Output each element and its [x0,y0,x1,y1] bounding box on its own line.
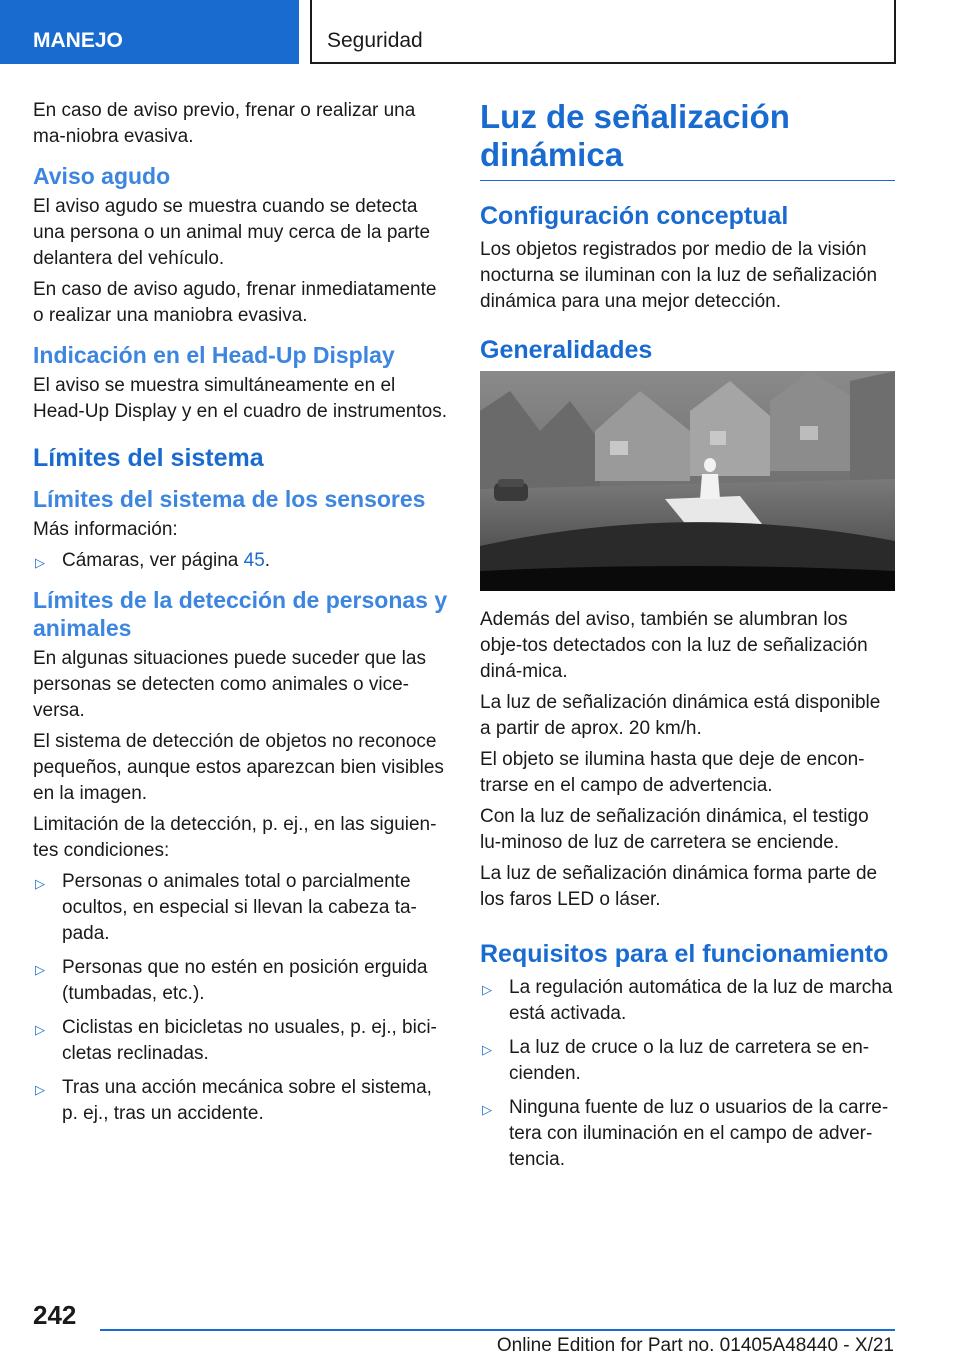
footer-edition: Online Edition for Part no. 01405A48440 - X/21 [496,1335,894,1356]
detection-paragraph-1: En algunas situaciones puede suceder que las personas se detecten como animales o vice-versa. [33,648,426,721]
page-reference-link[interactable]: 45 [243,550,265,571]
heading-sensor-limits: Límites del sistema de los sensores [33,486,426,512]
requirement-text: La luz de cruce o la luz de carretera se en-cienden. [509,1037,870,1084]
footer-divider [100,1329,895,1331]
list-item [480,1035,895,1087]
triangle-right-icon: ▷ [482,1042,492,1057]
concept-paragraph: Los objetos registrados por medio de la visión nocturna se iluminan con la luz de señalización dinámica para una mejor detección. [480,239,878,312]
hud-paragraph: El aviso se muestra simultáneamente en el Head-Up Display y en el cuadro de instrumentos. [33,375,447,422]
list-item [480,1095,895,1173]
triangle-right-icon: ▷ [35,1022,45,1037]
header-topic-tab [310,0,896,64]
detection-paragraph-3: Limitación de la detección, p. ej., en las siguien-tes condiciones: [33,814,437,861]
list-item [33,955,448,1007]
condition-text: Ciclistas en bicicletas no usuales, p. ej., bici-cletas reclinadas. [62,1017,437,1064]
heading-system-limits: Límites del sistema [33,444,264,472]
triangle-right-icon: ▷ [482,982,492,997]
page-number: 242 [33,1300,77,1330]
general-paragraph-1: Además del aviso, también se alumbran los obje-tos detectados con la luz de señalización diná-mica. [480,609,868,682]
sensor-list [33,548,448,574]
sensor-item-text: Cámaras, ver página [62,550,244,571]
heading-hud: Indicación en el Head-Up Display [33,342,395,368]
condition-text: Personas que no estén en posición erguida (tumbadas, etc.). [62,957,428,1004]
acute-paragraph-2: En caso de aviso agudo, frenar inmediatamente o realizar una maniobra evasiva. [33,279,437,326]
general-paragraph-4: Con la luz de señalización dinámica, el testigo lu-minoso de luz de carretera se enciende. [480,806,869,853]
sensor-item-suffix: . [264,550,271,571]
more-info-paragraph: Más información: [33,519,178,540]
triangle-right-icon: ▷ [35,555,45,570]
general-paragraph-2: La luz de señalización dinámica está disponible a partir de aprox. 20 km/h. [480,692,881,739]
heading-detection-limits: Límites de la detección de personas y animales [33,587,448,641]
night-vision-illustration [480,371,895,591]
heading-general: Generalidades [480,336,653,364]
requirement-text: La regulación automática de la luz de marcha está activada. [509,977,893,1024]
list-item [480,975,895,1027]
general-paragraph-5: La luz de señalización dinámica forma parte de los faros LED o láser. [480,863,878,910]
topic-label: Seguridad [327,29,423,52]
condition-text: Personas o animales total o parcialmente ocultos, en especial si llevan la cabeza ta-pada. [62,871,417,944]
triangle-right-icon: ▷ [35,962,45,977]
intro-paragraph: En caso de aviso previo, frenar o realizar una ma-niobra evasiva. [33,100,416,147]
requirement-text: Ninguna fuente de luz o usuarios de la carre-tera con iluminación en el campo de adver-tencia. [509,1097,889,1170]
heading-concept: Configuración conceptual [480,202,789,230]
heading-acute-warning: Aviso agudo [33,163,171,189]
acute-paragraph-1: El aviso agudo se muestra cuando se detecta una persona o un animal muy cerca de la parte delantera del vehículo. [33,196,431,269]
section-label: MANEJO [33,29,123,52]
list-item [33,1075,448,1127]
requirements-list [480,975,895,1173]
condition-text: Tras una acción mecánica sobre el sistema, p. ej., tras un accidente. [62,1077,432,1124]
triangle-right-icon: ▷ [35,876,45,891]
conditions-list [33,869,448,1127]
triangle-right-icon: ▷ [35,1082,45,1097]
list-item [33,1015,448,1067]
triangle-right-icon: ▷ [482,1102,492,1117]
left-column [33,98,448,1135]
general-paragraph-3: El objeto se ilumina hasta que deje de encon-trarse en el campo de advertencia. [480,749,865,796]
detection-paragraph-2: El sistema de detección de objetos no reconoce pequeños, aunque estos aparezcan bien visibles en la imagen. [33,731,444,804]
heading-requirements: Requisitos para el funcionamiento [480,940,889,968]
header-section-tab [0,0,299,64]
right-column [480,98,895,1181]
heading-dynamic-light: Luz de señalización dinámica [480,98,895,181]
list-item [33,548,448,574]
list-item [33,869,448,947]
